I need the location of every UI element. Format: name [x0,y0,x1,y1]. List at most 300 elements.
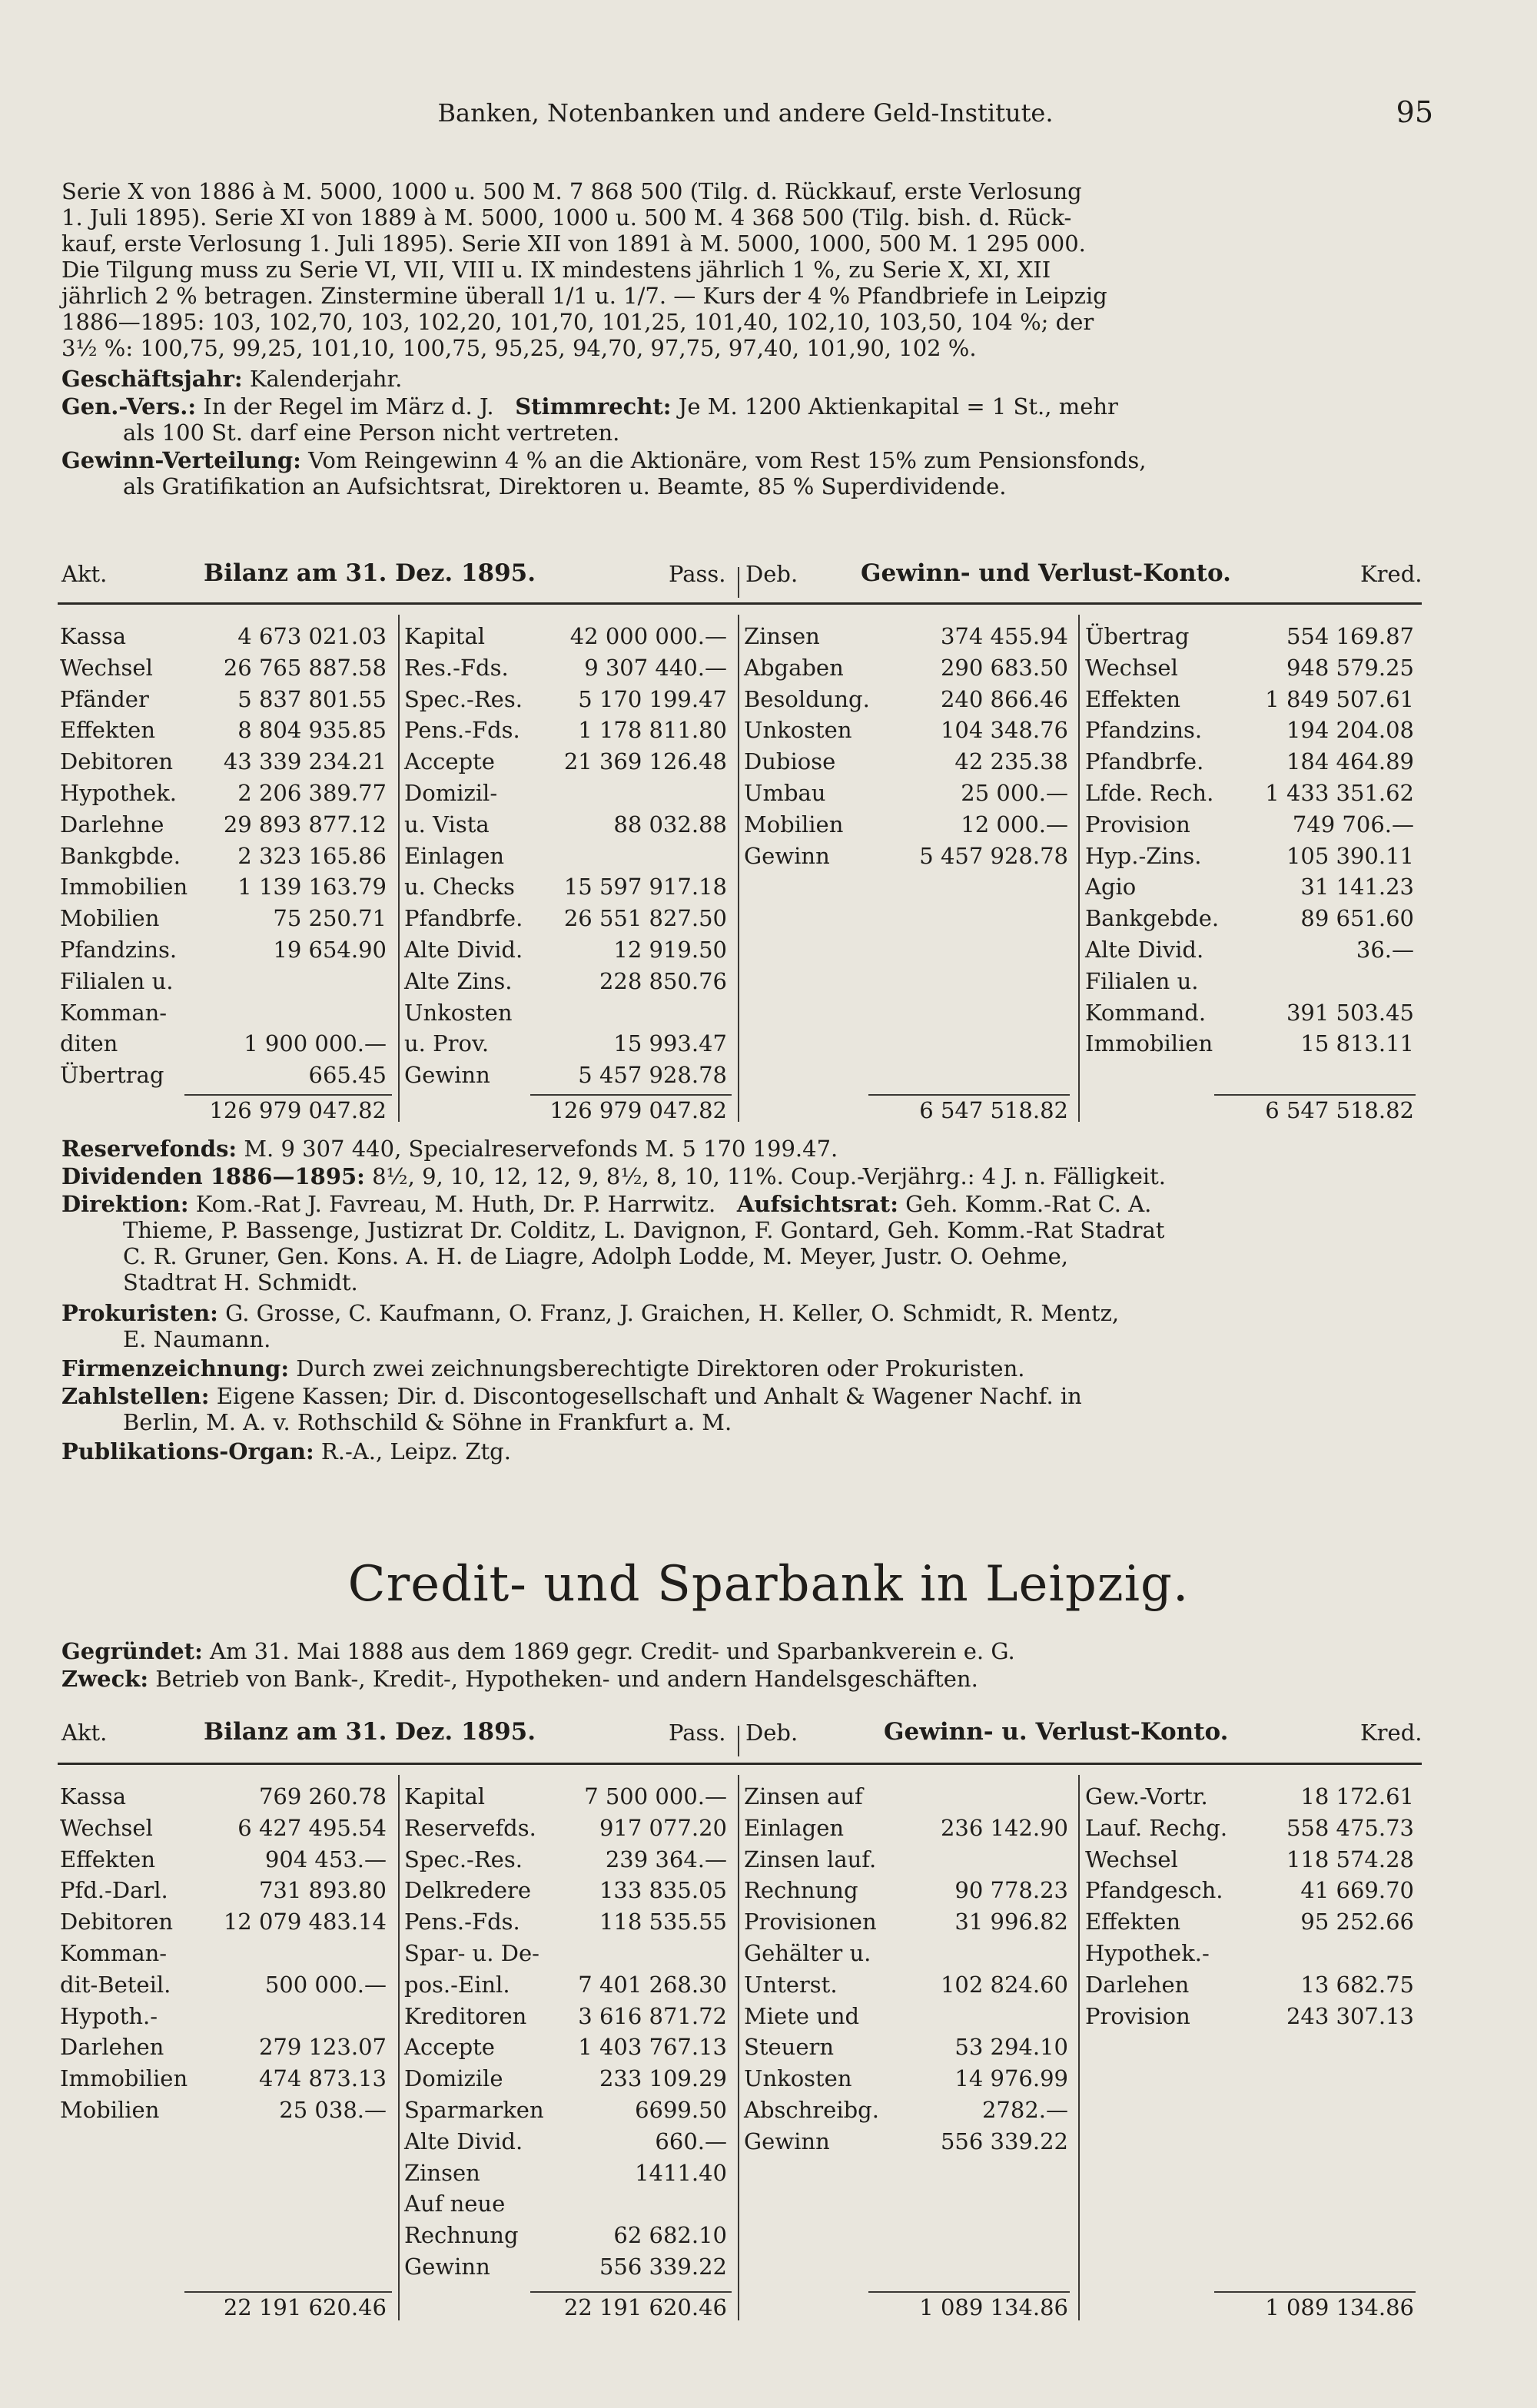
genvers-label: Gen.-Vers.: [61,393,197,420]
gewinnverteilung-label: Gewinn-Verteilung: [61,447,301,473]
total-rule [868,1094,1070,1096]
ledger-row [60,903,387,934]
ledger-amount: 1411.40 [635,2159,727,2186]
ledger-amount: 12 079 483.14 [223,1909,387,1935]
stimmrecht-text: Je M. 1200 Aktienkapital = 1 St., mehr [678,393,1118,420]
ledger-item: Effekten [60,1846,156,1872]
ledger-amount: 556 339.22 [599,2253,727,2280]
prokuristen-label: Prokuristen: [61,1300,218,1326]
ledger-amount: 29 893 877.12 [223,811,387,837]
ledger-row [1085,621,1414,652]
ledger-row [60,2032,387,2063]
ledger-item: Mobilien [60,905,160,932]
ledger-amount: 3 616 871.72 [578,2002,727,2029]
ledger-amount: 290 683.50 [940,654,1068,681]
debet-total: 6 547 518.82 [919,1097,1068,1123]
kredit-total: 6 547 518.82 [1265,1097,1414,1123]
akt-label: Akt. [61,1720,108,1746]
ledger-item: Dubiose [744,748,836,775]
ledger-row [60,871,387,903]
bilanz1-debet [744,621,1068,871]
ledger-amount: 279 123.07 [258,2034,387,2061]
bilanz2-title: Bilanz am 31. Dez. 1895. [204,1718,536,1746]
ledger-row [60,934,387,966]
ledger-amount: 118 535.55 [599,1909,727,1935]
pass-label: Pass. [669,1720,726,1746]
ledger-row [1085,1875,1414,1906]
ledger-row [404,934,727,966]
ledger-amount: 2 323 165.86 [237,842,387,869]
total-rule [1214,2291,1416,2293]
ledger-row [744,1938,1068,1969]
ledger-item: Res.-Fds. [404,654,509,681]
ledger-row [60,1813,387,1844]
ledger-amount: 240 866.46 [940,685,1068,712]
ledger-item: Kassa [60,623,127,649]
ledger-row [744,1844,1068,1876]
bilanz1-rule [58,602,1422,605]
ledger-item: u. Prov. [404,1030,490,1057]
bilanz2-gv-title: Gewinn- u. Verlust-Konto. [884,1718,1229,1746]
ledger-item: Provision [1085,811,1190,837]
ledger-row [744,1906,1068,1938]
ledger-amount: 8 804 935.85 [237,717,387,744]
ledger-amount: 104 348.76 [940,717,1068,744]
ledger-item: Mobilien [744,811,844,837]
ledger-amount: 6 427 495.54 [237,1814,387,1841]
ledger-item: Unkosten [404,999,513,1026]
ledger-amount: 2 206 389.77 [237,779,387,806]
ledger-row [404,1813,727,1844]
ledger-row [404,966,727,997]
ledger-row [1085,934,1414,966]
ledger-item: Komman- [60,999,168,1026]
ledger-item: Agio [1085,874,1137,901]
ledger-row [1085,871,1414,903]
bilanz1-title: Bilanz am 31. Dez. 1895. [204,559,536,587]
ledger-amount: 239 364.— [605,1846,727,1872]
ledger-row [744,2095,1068,2126]
ledger-row [60,809,387,841]
ledger-amount: 21 369 126.48 [563,748,727,775]
aufsichtsrat-cont: C. R. Gruner, Gen. Kons. A. H. de Liagre, Adolph Lodde, M. Meyer, Justr. O. Oehme, [123,1243,1068,1269]
ledger-row [1085,1813,1414,1844]
ledger-item: Darlehen [1085,1971,1190,1998]
gegruendet-label: Gegründet: [61,1638,203,1664]
total-rule [184,2291,392,2293]
ledger-row [60,621,387,652]
ledger-item: Bankgebde. [1085,905,1220,932]
ledger-amount: 665.45 [308,1062,387,1089]
ledger-item: Provision [1085,2002,1190,2029]
ledger-item: Pfd.-Darl. [60,1877,168,1904]
ledger-row [404,746,727,778]
ledger-row [1085,1028,1414,1060]
total-rule [1214,1094,1416,1096]
dividenden-label: Dividenden 1886—1895: [61,1163,365,1189]
ledger-item: Kreditoren [404,2002,527,2029]
ledger-item: Provisionen [744,1909,877,1935]
ledger-item: Accepte [404,748,495,775]
header-divider [738,567,739,598]
ledger-row [404,2095,727,2126]
ledger-item: Lfde. Rech. [1085,779,1214,806]
header-title: Banken, Notenbanken und andere Geld-Institute. [437,98,1054,128]
ledger-row [60,1844,387,1876]
passiva-total: 22 191 620.46 [563,2294,727,2320]
ledger-amount: 184 464.89 [1286,748,1414,775]
ledger-item: Gehälter u. [744,1939,871,1966]
ledger-row [60,778,387,809]
ledger-row [404,997,727,1029]
ledger-item: Darlehen [60,2034,164,2061]
ledger-row [744,746,1068,778]
pass-label: Pass. [669,561,726,587]
ledger-item: Pfänder [60,685,149,712]
ledger-row [60,997,387,1029]
ledger-item: Alte Divid. [1085,936,1204,963]
ledger-amount: 5 170 199.47 [578,685,727,712]
ledger-amount: 556 339.22 [940,2128,1068,2154]
ledger-row [60,715,387,746]
ledger-item: Accepte [404,2034,495,2061]
ledger-amount: 26 551 827.50 [563,905,727,932]
ledger-item: Domizil- [404,779,498,806]
ledger-item: Mobilien [60,2096,160,2123]
ledger-item: Spec.-Res. [404,685,523,712]
bilanz2-rule [58,1763,1422,1765]
ledger-item: Kapital [404,1783,486,1809]
ledger-item: Pfandbrfe. [1085,748,1204,775]
ledger-item: Bankgbde. [60,842,181,869]
text-line: 3½ %: 100,75, 99,25, 101,10, 100,75, 95,25, 94,70, 97,75, 97,40, 101,90, 102 %. [61,335,977,361]
ledger-amount: 554 169.87 [1286,623,1414,649]
gegruendet-entry [61,1638,1414,1664]
ledger-row [404,1781,727,1813]
page-number: 95 [1396,95,1433,129]
ledger-row [744,809,1068,841]
gewinnverteilung-cont: als Gratifikation an Aufsichtsrat, Direktoren u. Beamte, 85 % Superdividende. [123,473,1007,499]
ledger-amount: 474 873.13 [258,2065,387,2092]
ledger-item: Pfandzins. [1085,717,1203,744]
ledger-amount: 53 294.10 [954,2034,1068,2061]
ledger-item: Abgaben [744,654,844,681]
ledger-row [404,1844,727,1876]
direktion-label: Direktion: [61,1191,189,1217]
text-line: Serie X von 1886 à M. 5000, 1000 u. 500 M. 7 868 500 (Tilg. d. Rückkauf, erste Verlosung [61,178,1082,204]
ledger-amount: 95 252.66 [1300,1909,1414,1935]
dividenden-entry [61,1163,1414,1189]
stimmrecht-cont: als 100 St. darf eine Person nicht vertreten. [123,420,620,446]
ledger-item: Zinsen lauf. [744,1846,877,1872]
ledger-row [404,2126,727,2158]
debet-total: 1 089 134.86 [919,2294,1068,2320]
ledger-item: Rechnung [404,2222,519,2249]
ledger-amount: 5 457 928.78 [919,842,1068,869]
ledger-item: Einlagen [404,842,505,869]
ledger-item: Miete und [744,2002,860,2029]
ledger-amount: 12 919.50 [613,936,727,963]
ledger-row [404,2032,727,2063]
ledger-amount: 5 837 801.55 [237,685,387,712]
aufsichtsrat-cont: Thieme, P. Bassenge, Justizrat Dr. Colditz, L. Davignon, F. Gontard, Geh. Komm.-Rat Stadrat [123,1217,1165,1243]
publikation-label: Publikations-Organ: [61,1438,314,1464]
bilanz2-header [58,1718,1422,1749]
ledger-item: Zinsen [404,2159,480,2186]
kred-label: Kred. [1360,561,1422,587]
text-line: Die Tilgung muss zu Serie VI, VII, VIII u. IX mindestens jährlich 1 %, zu Serie X, XI, XII [61,257,1051,283]
gewinnverteilung-entry [61,447,1414,499]
ledger-item: Einlagen [744,1814,845,1841]
ledger-amount: 26 765 887.58 [223,654,387,681]
ledger-item: Übertrag [1085,623,1190,649]
ledger-item: Komman- [60,1939,168,1966]
ledger-amount: 194 204.08 [1286,717,1414,744]
ledger-item: Wechsel [60,1814,153,1841]
geschaeftsjahr-entry [61,366,1414,392]
ledger-row [404,1969,727,2001]
total-rule [184,1094,392,1096]
ledger-item: Sparmarken [404,2096,544,2123]
text-line: 1886—1895: 103, 102,70, 103, 102,20, 101,70, 101,25, 101,40, 102,10, 103,50, 104 %; der [61,309,1094,335]
ledger-row [60,2001,387,2032]
ledger-amount: 42 000 000.— [569,623,727,649]
ledger-row [404,2188,727,2220]
ledger-item: Effekten [1085,685,1181,712]
ledger-item: Gewinn [404,2253,490,2280]
ledger-row [60,1969,387,2001]
header-divider [738,1726,739,1756]
genvers-text: In der Regel im März d. J. [203,393,494,420]
ledger-row [404,841,727,872]
ledger-amount: 102 824.60 [940,1971,1068,1998]
ledger-amount: 233 109.29 [599,2065,727,2092]
ledger-row [404,621,727,652]
ledger-item: Wechsel [1085,654,1178,681]
zweck-label: Zweck: [61,1666,149,1692]
bilanz1-gv-title: Gewinn- und Verlust-Konto. [861,559,1231,587]
ledger-row [60,684,387,715]
dividenden-text: 8½, 9, 10, 12, 12, 9, 8½, 8, 10, 11%. Coup.-Verjährg.: 4 J. n. Fälligkeit. [372,1163,1167,1189]
ledger-amount: 391 503.45 [1286,999,1414,1026]
ledger-item: Alte Divid. [404,936,523,963]
ledger-row [60,1028,387,1060]
total-rule [530,1094,732,1096]
ledger-row [1085,2001,1414,2032]
prokuristen-cont: E. Naumann. [123,1326,271,1352]
ledger-amount: 62 682.10 [613,2222,727,2249]
aktiva-total: 22 191 620.46 [223,2294,387,2320]
bilanz1-aktiva [60,621,387,1091]
ledger-row [404,809,727,841]
ledger-row [1085,903,1414,934]
ledger-row [744,715,1068,746]
ledger-item: Gewinn [404,1062,490,1089]
ledger-item: Kapital [404,623,486,649]
bilanz1-header [58,559,1422,590]
ledger-row [1085,1844,1414,1876]
ledger-row [744,778,1068,809]
ledger-row [744,2063,1068,2095]
passiva-total: 126 979 047.82 [549,1097,727,1123]
ledger-item: Pens.-Fds. [404,717,520,744]
ledger-amount: 374 455.94 [940,623,1068,649]
section-title: Credit- und Sparbank in Leipzig. [347,1556,1190,1613]
genvers-entry [61,393,1414,446]
ledger-amount: 1 178 811.80 [578,717,727,744]
ledger-row [1085,746,1414,778]
prokuristen-entry [61,1300,1414,1352]
ledger-row [60,1060,387,1091]
column-divider [1078,615,1080,1122]
aktiva-total: 126 979 047.82 [209,1097,387,1123]
ledger-row [744,684,1068,715]
column-divider [398,1775,400,2320]
ledger-item: Umbau [744,779,826,806]
ledger-row [1085,1906,1414,1938]
firmenzeichnung-label: Firmenzeichnung: [61,1355,290,1381]
direktion-text: Kom.-Rat J. Favreau, M. Huth, Dr. P. Harrwitz. [195,1191,716,1217]
ledger-amount: 7 401 268.30 [578,1971,727,1998]
ledger-amount: 1 403 767.13 [578,2034,727,2061]
pfandbrief-series-text [61,178,1414,361]
ledger-item: Auf neue [404,2191,506,2217]
ledger-row [404,778,727,809]
ledger-item: Filialen u. [1085,967,1199,994]
ledger-item: Rechnung [744,1877,858,1904]
column-divider [738,1775,739,2320]
ledger-amount: 36.— [1356,936,1414,963]
bilanz1-kredit [1085,621,1414,1060]
bilanz2-aktiva [60,1781,387,2126]
ledger-amount: 769 260.78 [258,1783,387,1809]
column-divider [738,615,739,1122]
ledger-item: Pfandzins. [60,936,178,963]
ledger-row [404,1028,727,1060]
ledger-row [404,684,727,715]
ledger-item: Gewinn [744,842,830,869]
ledger-row [60,1781,387,1813]
bilanz1-passiva [404,621,727,1091]
ledger-amount: 1 433 351.62 [1265,779,1414,806]
prokuristen-text: G. Grosse, C. Kaufmann, O. Franz, J. Graichen, H. Keller, O. Schmidt, R. Mentz, [225,1300,1120,1326]
ledger-amount: 2782.— [981,2096,1068,2123]
aufsichtsrat-label: Aufsichtsrat: [736,1191,898,1217]
ledger-row [1085,652,1414,684]
ledger-amount: 25 038.— [279,2096,387,2123]
reservefonds-text: M. 9 307 440, Specialreservefonds M. 5 170 199.47. [244,1136,838,1162]
ledger-amount: 1 139 163.79 [237,874,387,901]
ledger-amount: 4 673 021.03 [237,623,387,649]
ledger-item: Wechsel [60,654,153,681]
reservefonds-entry [61,1136,1414,1162]
ledger-item: Lauf. Rechg. [1085,1814,1228,1841]
ledger-row [404,1875,727,1906]
ledger-amount: 660.— [655,2128,727,2154]
ledger-row [404,2251,727,2283]
ledger-item: u. Checks [404,874,515,901]
ledger-row [744,621,1068,652]
ledger-item: Spec.-Res. [404,1846,523,1872]
ledger-row [404,2063,727,2095]
ledger-amount: 917 077.20 [599,1814,727,1841]
ledger-amount: 25 000.— [961,779,1068,806]
ledger-row [404,1938,727,1969]
ledger-amount: 19 654.90 [273,936,387,963]
deb-label: Deb. [745,561,798,587]
ledger-item: Debitoren [60,1909,174,1935]
ledger-item: Kommand. [1085,999,1207,1026]
ledger-item: Immobilien [60,874,188,901]
ledger-row [744,1813,1068,1844]
ledger-row [404,652,727,684]
ledger-item: Alte Divid. [404,2128,523,2154]
kredit-total: 1 089 134.86 [1265,2294,1414,2320]
ledger-amount: 12 000.— [961,811,1068,837]
deb-label: Deb. [745,1720,798,1746]
ledger-item: Pfandbrfe. [404,905,523,932]
text-line: jährlich 2 % betragen. Zinstermine überall 1/1 u. 1/7. — Kurs der 4 % Pfandbriefe in Leipzig [61,283,1107,309]
ledger-row [404,2220,727,2251]
ledger-amount: 13 682.75 [1300,1971,1414,1998]
ledger-amount: 14 976.99 [954,2065,1068,2092]
ledger-item: Zinsen auf [744,1783,863,1809]
ledger-amount: 1 900 000.— [244,1030,387,1057]
aufsichtsrat-text: Geh. Komm.-Rat C. A. [905,1191,1152,1217]
ledger-amount: 7 500 000.— [584,1783,727,1809]
direktion-entry [61,1191,1414,1295]
ledger-amount: 228 850.76 [599,967,727,994]
ledger-row [60,2095,387,2126]
ledger-item: Hypoth.- [60,2002,158,2029]
ledger-item: Abschreibg. [744,2096,879,2123]
ledger-row [1085,809,1414,841]
ledger-amount: 18 172.61 [1300,1783,1414,1809]
geschaeftsjahr-label: Geschäftsjahr: [61,366,243,392]
ledger-amount: 558 475.73 [1286,1814,1414,1841]
ledger-item: Steuern [744,2034,835,2061]
ledger-item: Gew.-Vortr. [1085,1783,1208,1809]
ledger-row [60,841,387,872]
zahlstellen-text: Eigene Kassen; Dir. d. Discontogesellschaft und Anhalt & Wagener Nachf. in [216,1383,1082,1409]
ledger-row [60,652,387,684]
ledger-row [744,2032,1068,2063]
ledger-row [60,2063,387,2095]
ledger-row [744,1875,1068,1906]
ledger-item: Wechsel [1085,1846,1178,1872]
ledger-item: Unterst. [744,1971,838,1998]
ledger-amount: 731 893.80 [258,1877,387,1904]
ledger-row [1085,1969,1414,2001]
gewinnverteilung-text: Vom Reingewinn 4 % an die Aktionäre, vom Rest 15% zum Pensionsfonds, [308,447,1147,473]
publikation-text: R.-A., Leipz. Ztg. [320,1438,511,1464]
ledger-amount: 243 307.13 [1286,2002,1414,2029]
ledger-item: Spar- u. De- [404,1939,539,1966]
ledger-item: diten [60,1030,118,1057]
ledger-amount: 948 579.25 [1286,654,1414,681]
ledger-row [744,2126,1068,2158]
ledger-amount: 75 250.71 [273,905,387,932]
zahlstellen-cont: Berlin, M. A. v. Rothschild & Söhne in Frankfurt a. M. [123,1409,732,1435]
ledger-item: Kassa [60,1783,127,1809]
ledger-item: Pfandgesch. [1085,1877,1223,1904]
ledger-amount: 15 993.47 [613,1030,727,1057]
ledger-item: Alte Zins. [404,967,513,994]
ledger-row [1085,841,1414,872]
ledger-row [1085,1938,1414,1969]
ledger-amount: 6699.50 [635,2096,727,2123]
running-header [61,95,1433,129]
